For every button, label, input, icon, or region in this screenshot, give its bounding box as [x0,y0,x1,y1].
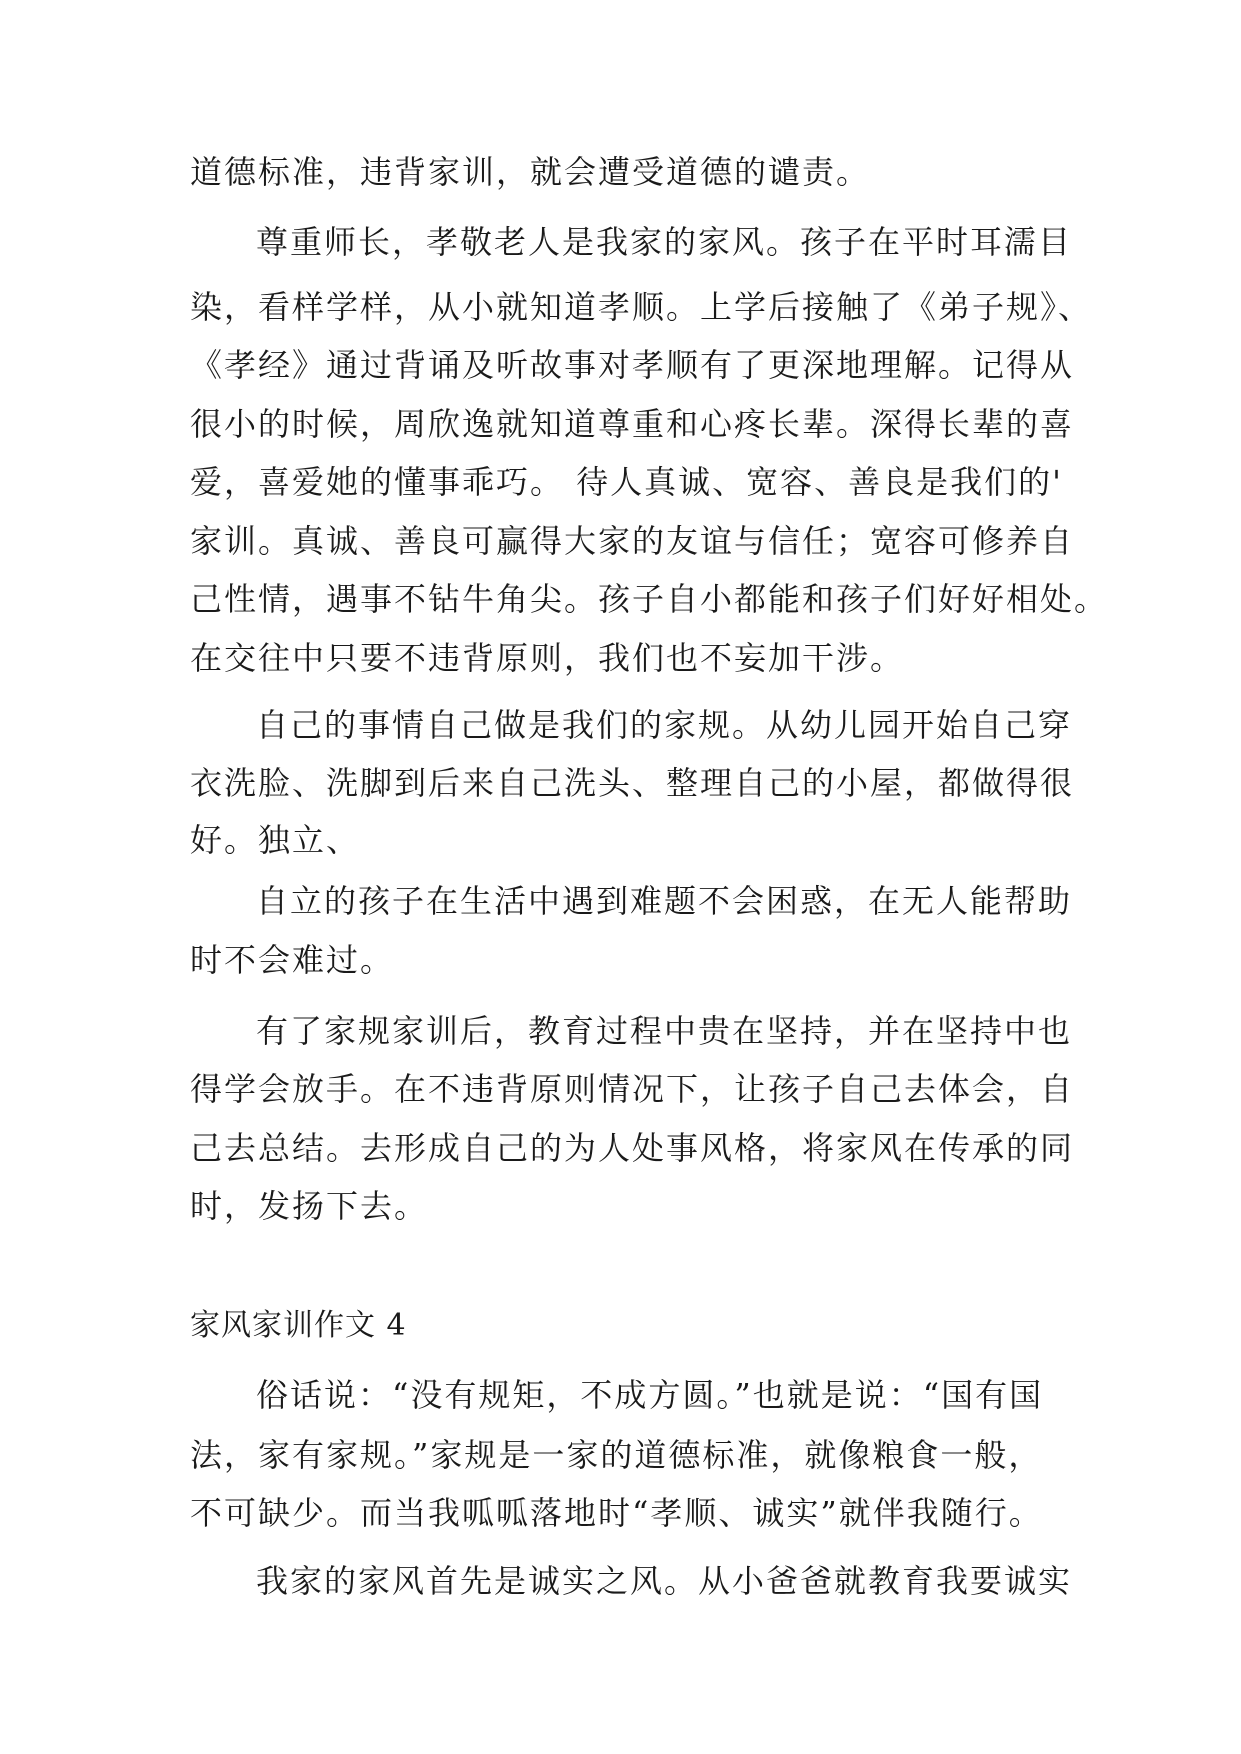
text-line: 很小的时候，周欣逸就知道尊重和心疼长辈。深得长辈的喜 [190,405,1075,443]
paragraph-start: 俗话说：“没有规矩，不成方圆。”也就是说：“国有国 [256,1376,1044,1414]
text-line: 家训。真诚、善良可赢得大家的友谊与信任；宽容可修养自 [190,522,1075,560]
section-heading: 家风家训作文 4 [190,1308,407,1343]
text-line: 时不会难过。 [190,941,395,979]
text-line: 时，发扬下去。 [190,1187,429,1225]
text-line: 道德标准，违背家训，就会遭受道德的谴责。 [190,153,871,191]
paragraph-start: 尊重师长，孝敬老人是我家的家风。孩子在平时耳濡目 [256,223,1073,261]
text-line: 不可缺少。而当我呱呱落地时“孝顺、诚实”就伴我随行。 [190,1494,1043,1532]
text-line: 《孝经》通过背诵及听故事对孝顺有了更深地理解。记得从 [190,346,1075,384]
text-line: 在交往中只要不违背原则，我们也不妄加干涉。 [190,639,905,677]
text-line: 染，看样学样，从小就知道孝顺。上学后接触了《弟子规》、 [190,288,1093,326]
text-line: 己性情，遇事不钻牛角尖。孩子自小都能和孩子们好好相处。 [190,580,1109,618]
text-line: 衣洗脸、洗脚到后来自己洗头、整理自己的小屋，都做得很 [190,764,1075,802]
text-line: 好。独立、 [190,821,361,859]
paragraph-start: 自立的孩子在生活中遇到难题不会困惑，在无人能帮助 [256,882,1073,920]
text-line: 得学会放手。在不违背原则情况下，让孩子自己去体会，自 [190,1070,1075,1108]
paragraph-start: 有了家规家训后，教育过程中贵在坚持，并在坚持中也 [256,1012,1073,1050]
paragraph-start: 自己的事情自己做是我们的家规。从幼儿园开始自己穿 [256,706,1073,744]
paragraph-start: 我家的家风首先是诚实之风。从小爸爸就教育我要诚实 [256,1562,1073,1600]
text-line: 法，家有家规。”家规是一家的道德标准，就像粮食一般， [190,1436,1043,1474]
text-line: 爱，喜爱她的懂事乖巧。 待人真诚、宽容、善良是我们的' [190,463,1063,501]
text-line: 己去总结。去形成自己的为人处事风格，将家风在传承的同 [190,1129,1075,1167]
